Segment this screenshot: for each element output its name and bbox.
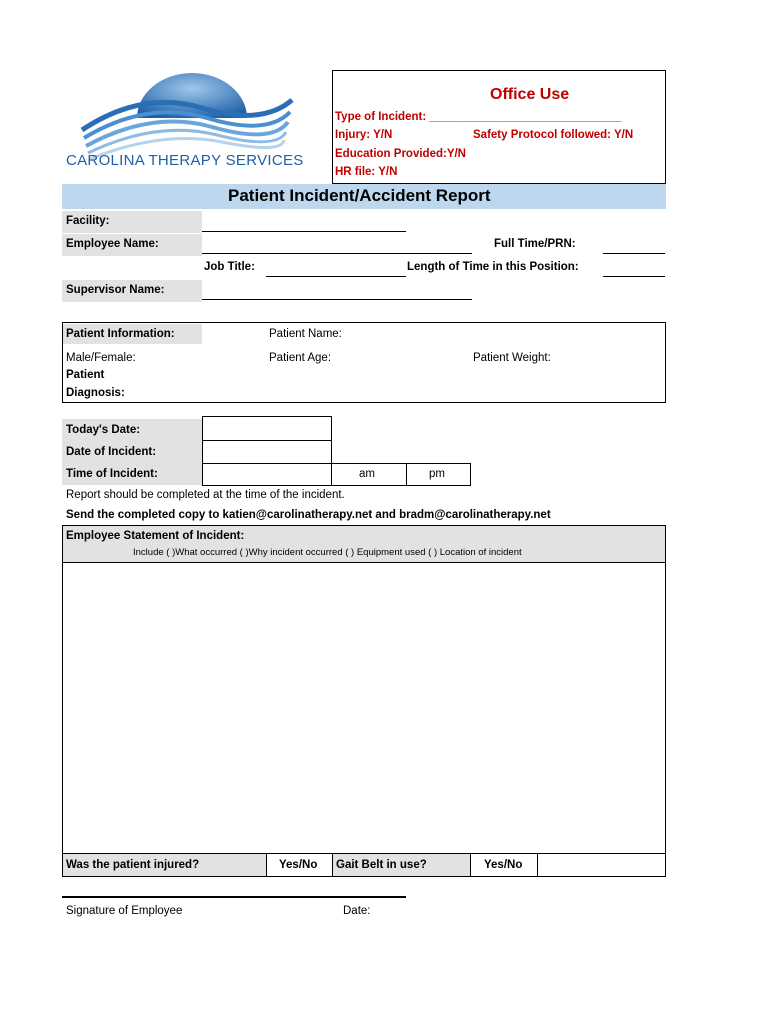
statement-textarea[interactable] (62, 562, 666, 854)
diagnosis-label-1: Patient (66, 369, 105, 381)
signature-label: Signature of Employee (66, 905, 183, 917)
gait-belt-label: Gait Belt in use? (336, 859, 427, 871)
pm-label: pm (429, 468, 445, 480)
date-of-incident-label: Date of Incident: (66, 446, 157, 458)
time-of-incident-label: Time of Incident: (66, 468, 158, 480)
full-time-label: Full Time/PRN: (494, 238, 576, 250)
date-of-incident-input[interactable] (202, 440, 332, 464)
facility-input-line[interactable] (202, 231, 406, 232)
facility-label: Facility: (66, 215, 110, 227)
type-of-incident-field[interactable]: Type of Incident: ______________________________ (335, 111, 622, 123)
supervisor-input-line[interactable] (202, 299, 472, 300)
signature-line[interactable] (62, 896, 406, 898)
time-of-incident-input[interactable] (202, 463, 332, 486)
employee-name-label: Employee Name: (66, 238, 159, 250)
patient-info-label: Patient Information: (66, 328, 175, 340)
length-of-time-input-line[interactable] (603, 276, 665, 277)
send-note: Send the completed copy to katien@carolinatherapy.net and bradm@carolinatherapy.net (66, 509, 551, 521)
am-label: am (359, 468, 375, 480)
company-logo (62, 70, 302, 180)
supervisor-label: Supervisor Name: (66, 284, 165, 296)
gait-belt-value: Yes/No (484, 859, 523, 871)
statement-include-line: Include ( )What occurred ( )Why incident occurred ( ) Equipment used ( ) Location of incident (133, 547, 522, 558)
employee-name-input-line[interactable] (202, 253, 472, 254)
patient-injured-label: Was the patient injured? (66, 859, 200, 871)
statement-title: Employee Statement of Incident: (66, 530, 245, 542)
signature-date-label: Date: (343, 905, 371, 917)
job-title-input-line[interactable] (266, 276, 406, 277)
education-provided-field[interactable]: Education Provided:Y/N (335, 148, 466, 160)
patient-weight-label: Patient Weight: (473, 352, 551, 364)
office-use-title: Office Use (490, 86, 570, 103)
timing-note: Report should be completed at the time of the incident. (66, 489, 345, 501)
full-time-input-line[interactable] (603, 253, 665, 254)
company-name: CAROLINA THERAPY SERVICES (66, 152, 304, 169)
injury-field[interactable]: Injury: Y/N (335, 129, 393, 141)
length-of-time-label: Length of Time in this Position: (407, 261, 579, 273)
todays-date-label: Today's Date: (66, 424, 141, 436)
diagnosis-label-2: Diagnosis: (66, 387, 125, 399)
patient-name-label: Patient Name: (269, 328, 342, 340)
job-title-label: Job Title: (204, 261, 255, 273)
sex-label: Male/Female: (66, 352, 136, 364)
safety-protocol-field[interactable]: Safety Protocol followed: Y/N (473, 129, 634, 141)
patient-age-label: Patient Age: (269, 352, 332, 364)
report-title: Patient Incident/Accident Report (228, 186, 491, 205)
patient-injured-value: Yes/No (279, 859, 318, 871)
todays-date-input[interactable] (202, 416, 332, 441)
hr-file-field[interactable]: HR file: Y/N (335, 166, 398, 178)
